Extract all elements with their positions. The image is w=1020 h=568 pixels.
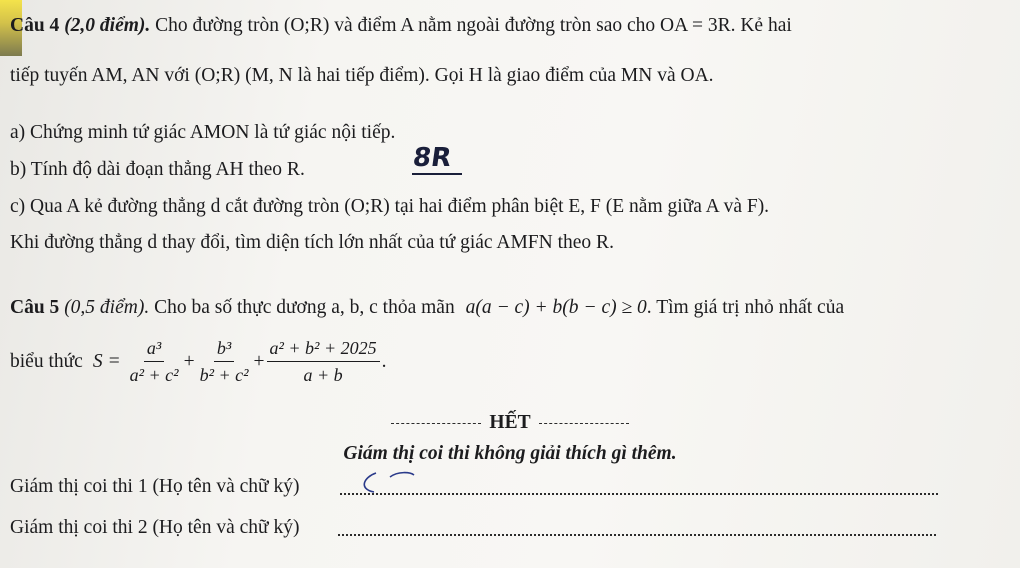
proctor1-label: Giám thị coi thi 1 (Họ tên và chữ ký) (10, 476, 300, 497)
proctor-note: Giám thị coi thi không giải thích gì thêm. (343, 443, 677, 464)
s-lhs: S = (92, 351, 121, 372)
q4-heading: Câu 4 (10, 15, 60, 36)
q5-points: (0,5 điểm). (64, 297, 150, 318)
handwritten-answer: 8R (410, 143, 454, 173)
q5-line1 (10, 298, 1010, 318)
q4-part-c-line2: Khi đường thẳng d thay đổi, tìm diện tích lớn nhất của tứ giác AMFN theo R. (10, 232, 614, 253)
handwritten-underline (412, 173, 462, 175)
fraction-2 (197, 338, 252, 386)
plus-1: + (183, 351, 195, 372)
fraction-3-denominator: a + b (303, 365, 343, 385)
plus-2: + (253, 351, 265, 372)
fraction-2-numerator: b³ (214, 338, 234, 362)
fraction-1 (127, 338, 182, 386)
proctor2-label: Giám thị coi thi 2 (Họ tên và chữ ký) (10, 517, 300, 538)
dash-left (391, 423, 481, 424)
q5-condition: a(a − c) + b(b − c) ≥ 0 (465, 297, 647, 318)
q5-text-1: Cho ba số thực dương a, b, c thỏa mãn (154, 297, 455, 318)
dash-right (539, 423, 629, 424)
fraction-2-denominator: b² + c² (199, 365, 249, 385)
fraction-1-numerator: a³ (144, 338, 164, 362)
q4-points: (2,0 điểm). (64, 15, 151, 36)
q4-part-b: b) Tính độ dài đoạn thẳng AH theo R. (10, 159, 305, 180)
q5-text-1-end: . Tìm giá trị nhỏ nhất của (646, 297, 845, 318)
q4-part-a: a) Chứng minh tứ giác AMON là tứ giác nội tiếp. (10, 122, 396, 143)
end-marker (0, 412, 1020, 434)
fraction-3-numerator: a² + b² + 2025 (267, 338, 380, 362)
proctor2-signature-line (338, 534, 936, 536)
q4-part-c: c) Qua A kẻ đường thẳng d cắt đường tròn (O;R) tại hai điểm phân biệt E, F (E nằm giữa A và F). (10, 196, 770, 217)
end-text: HẾT (489, 412, 531, 433)
q5-line2 (10, 338, 386, 386)
period: . (381, 351, 387, 372)
fraction-1-denominator: a² + c² (129, 365, 179, 385)
q4-line1 (10, 16, 1010, 36)
fraction-3 (267, 338, 380, 386)
signature-scribble (350, 467, 440, 497)
q5-heading: Câu 5 (10, 297, 60, 318)
q4-line2: tiếp tuyến AM, AN với (O;R) (M, N là hai tiếp điểm). Gọi H là giao điểm của MN và OA. (10, 65, 714, 86)
q4-text-1: Cho đường tròn (O;R) và điểm A nằm ngoài đường tròn sao cho OA = 3R. Kẻ hai (155, 15, 792, 36)
q5-text-2: biểu thức (10, 351, 83, 372)
